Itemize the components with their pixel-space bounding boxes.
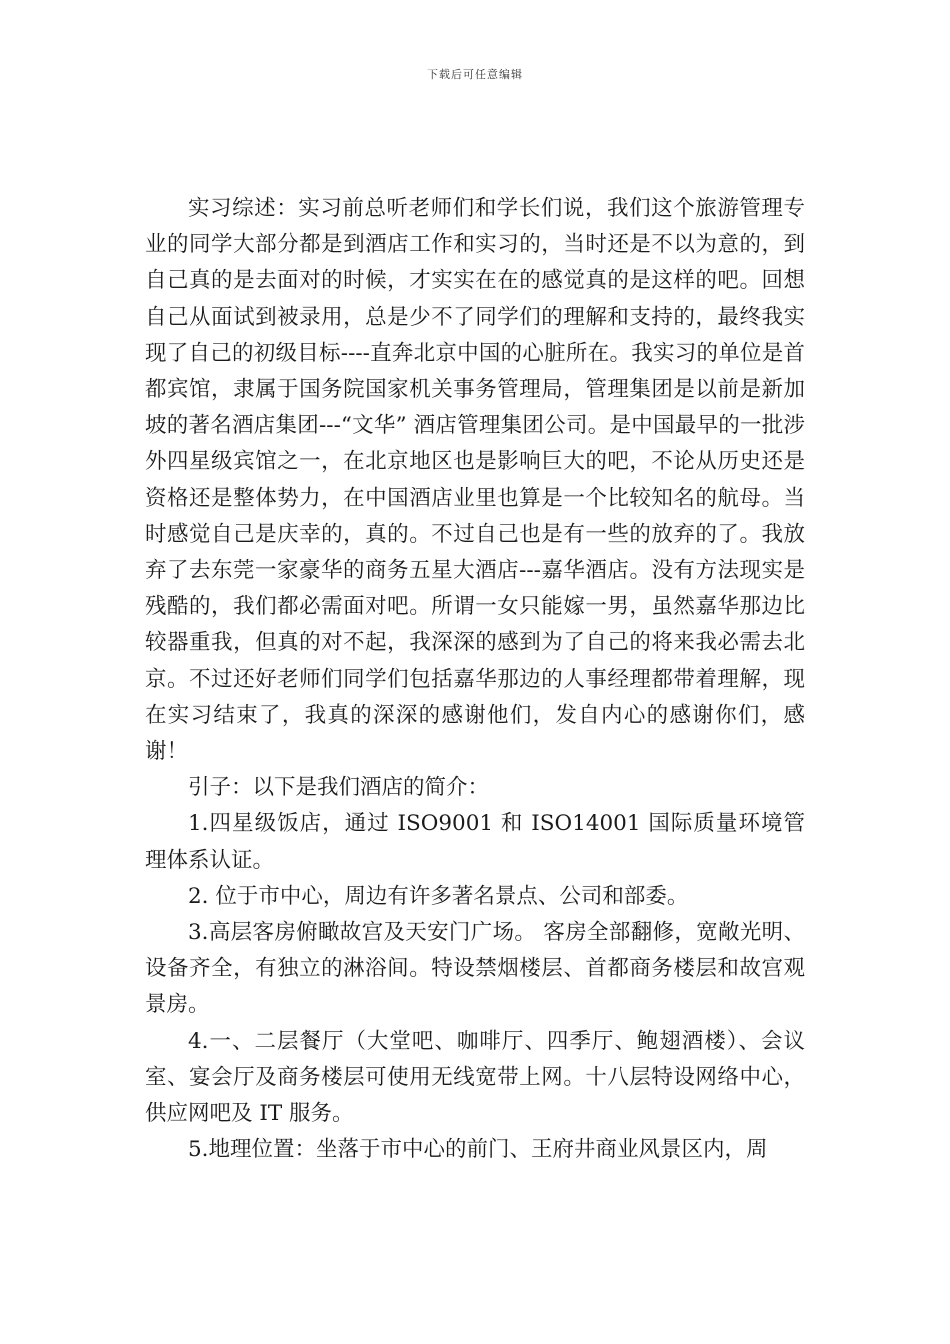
hotel-feature-item: 5.地理位置：坐落于市中心的前门、王府井商业风景区内，周: [188, 1137, 768, 1163]
internship-summary-paragraph: 实习综述：实习前总听老师们和学长们说，我们这个旅游管理专业的同学大部分都是到酒店工作和实习的，当时还是不以为意的，到自己真的是去面对的时候，才实实在在的感觉真的是这样的吧。回想自己从面试到被录用，总是少不了同学们的理解和支持的，最终我实现了自己的初级目标----直奔北京中国的心脏所在。我实习的单位是首都宾馆，隶属于国务院国家机关事务管理局，管理集团是以前是新加坡的著名酒店集团---“文华” 酒店管理集团公司。是中国最早的一批涉外四星级宾馆之一，在北京地区也是影响巨大的吧，不论从历史还是资格还是整体势力，在中国酒店业里也算是一个比较知名的航母。当时感觉自己是庆幸的，真的。不过自己也是有一些的放弃的了。我放弃了去东莞一家豪华的商务五星大酒店---嘉华酒店。没有方法现实是残酷的，我们都必需面对吧。所谓一女只能嫁一男，虽然嘉华那边比较器重我，但真的对不起，我深深的感到为了自己的将来我必需去北京。不过还好老师们同学们包括嘉华那边的人事经理都带着理解，现在实习结束了，我真的深深的感谢他们，发自内心的感谢你们，感谢！: [145, 196, 805, 765]
download-note: 下载后可任意编辑: [427, 68, 523, 81]
introduction-heading: 引子：以下是我们酒店的简介：: [188, 775, 490, 801]
hotel-feature-item: 2. 位于市中心，周边有许多著名景点、公司和部委。: [188, 883, 689, 909]
document-body: [145, 191, 805, 1168]
hotel-feature-item: 3.高层客房俯瞰故宫及天安门广场。 客房全部翻修，宽敞光明、设备齐全，有独立的淋浴间。特设禁烟楼层、首都商务楼层和故宫观景房。: [145, 920, 805, 1018]
hotel-feature-item: 1.四星级饭店，通过 ISO9001 和 ISO14001 国际质量环境管理体系认证。: [145, 811, 805, 873]
hotel-feature-item: 4.一、二层餐厅（大堂吧、咖啡厅、四季厅、鲍翅酒楼）、会议室、宴会厅及商务楼层可使用无线宽带上网。十八层特设网络中心，供应网吧及 IT 服务。: [145, 1028, 805, 1127]
